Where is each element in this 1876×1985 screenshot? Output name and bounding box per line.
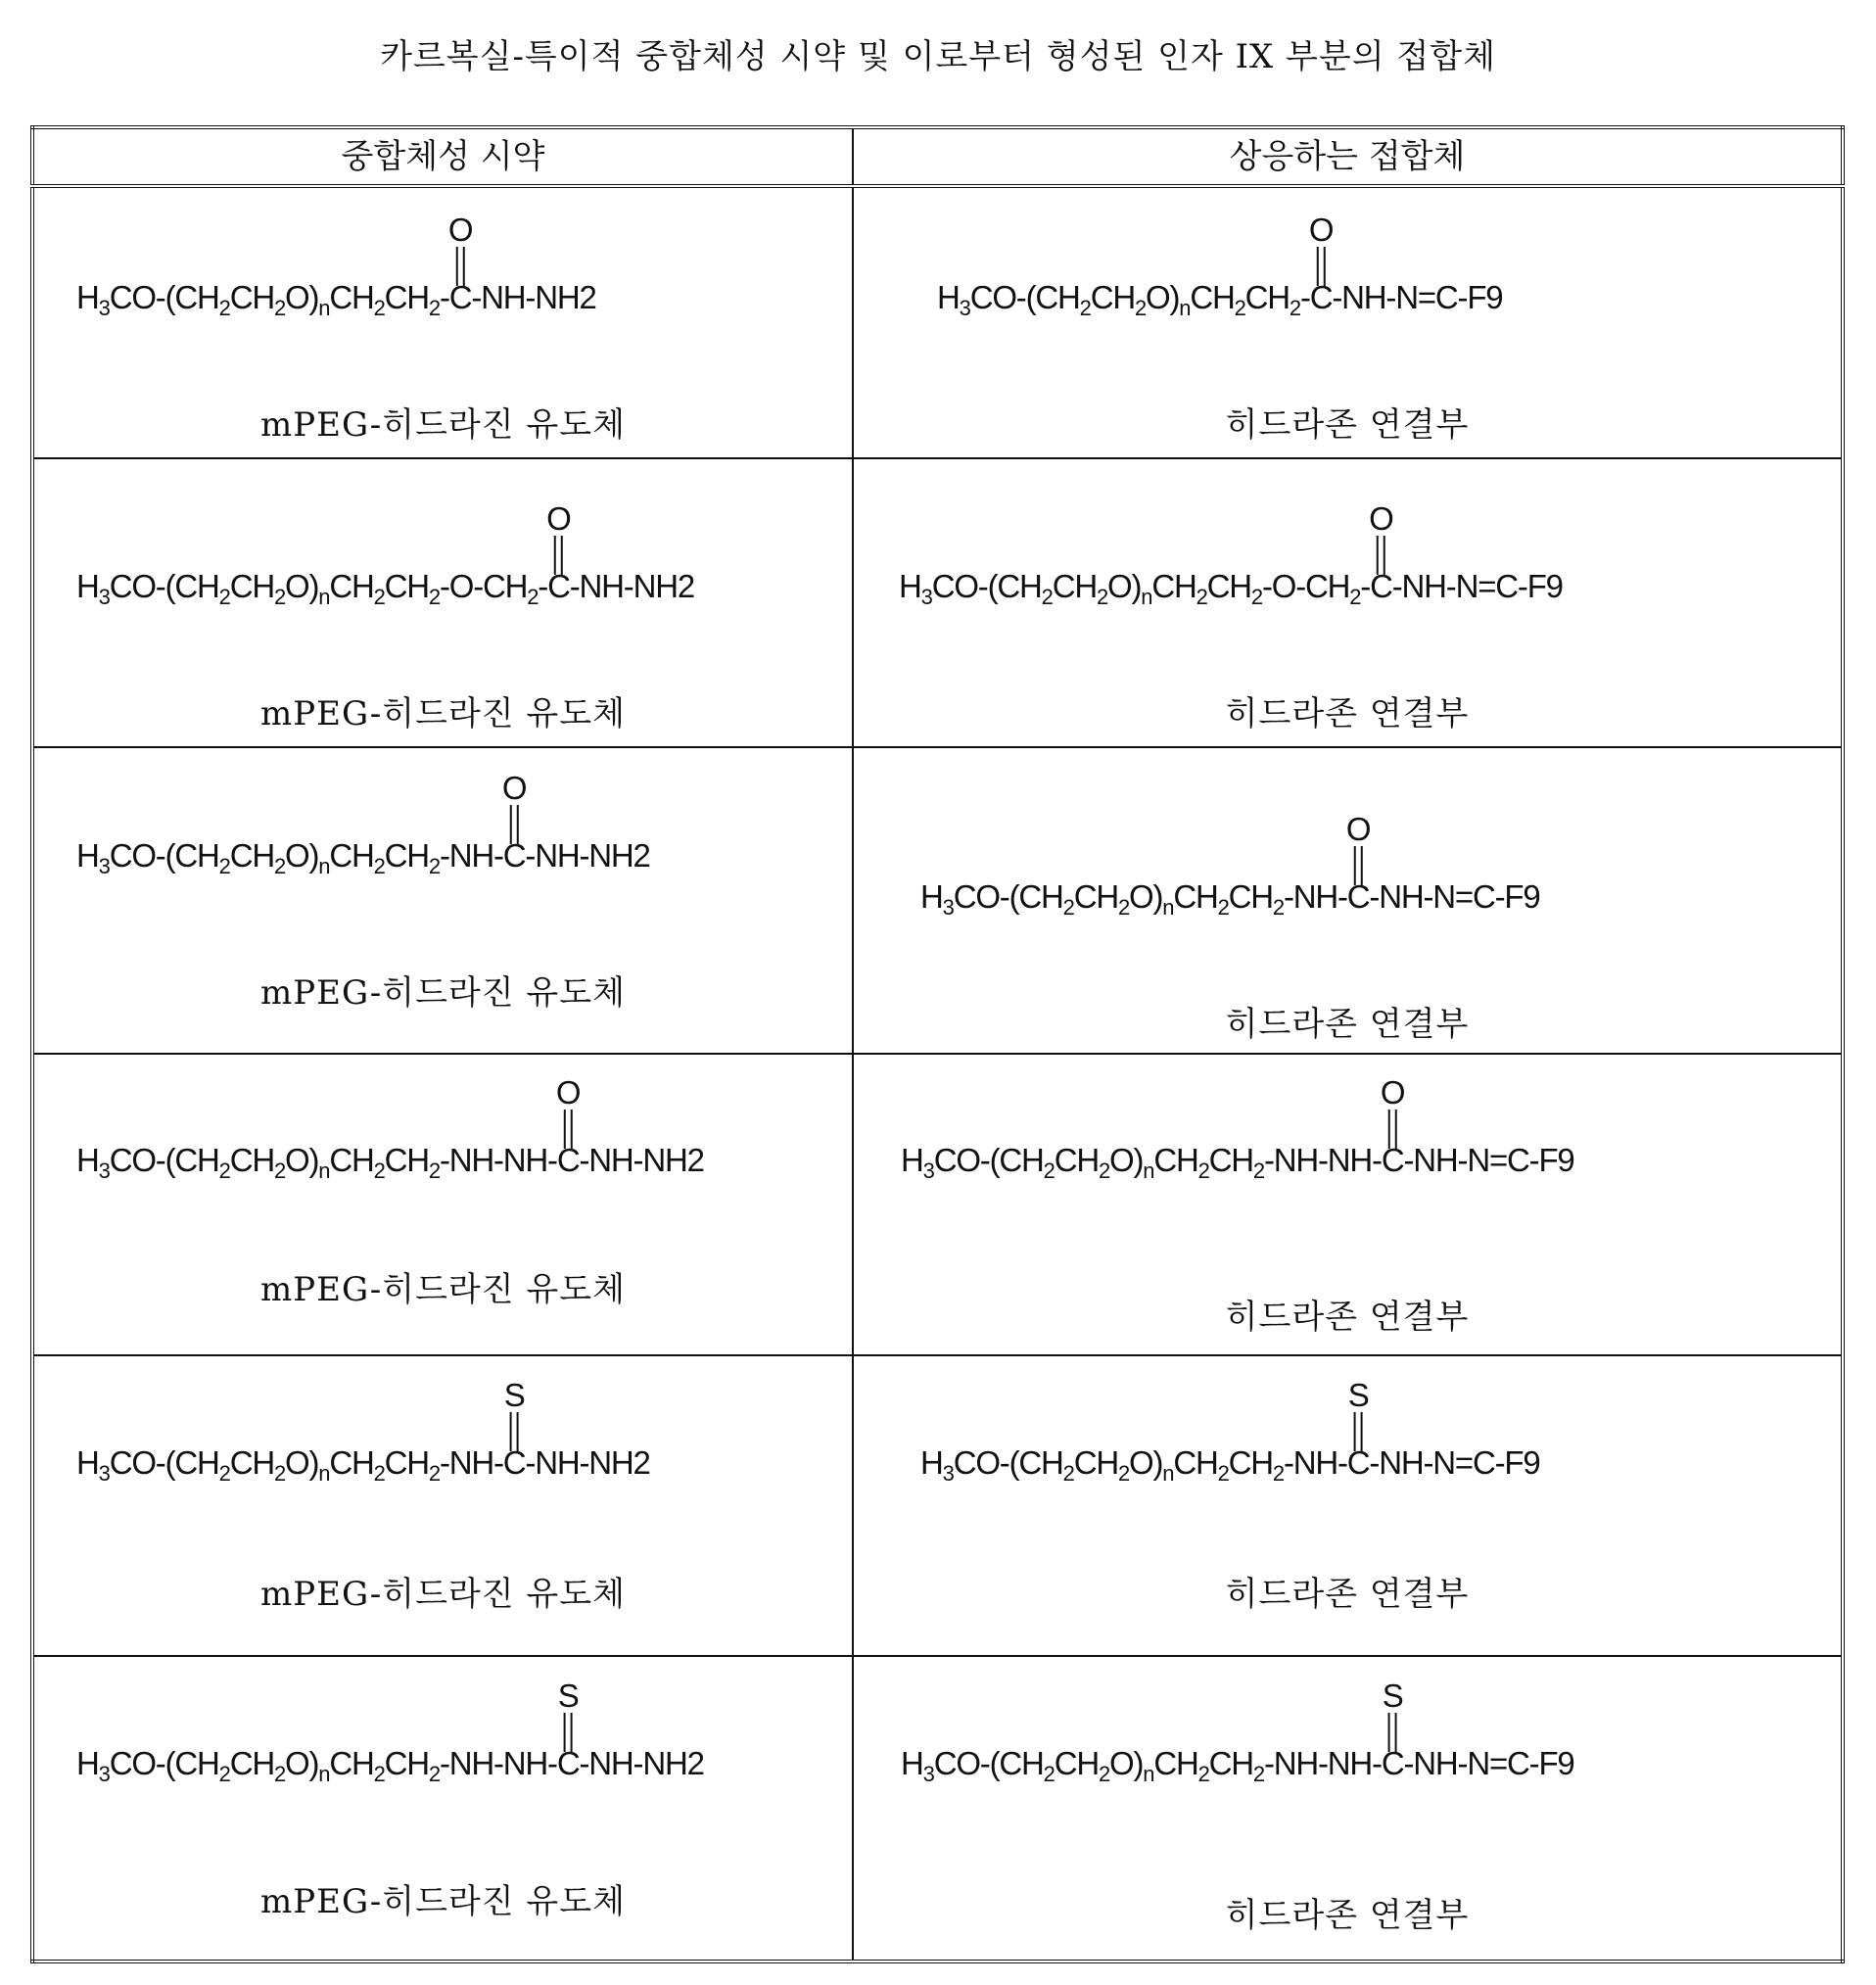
reagent-formula (76, 280, 596, 315)
double-bond-icon (456, 247, 465, 286)
formula-prefix: H3CO-(CH2CH2O)nCH2CH2-NH- (76, 1444, 503, 1481)
double-bond-icon (1317, 247, 1326, 286)
formula-prefix: H3CO-(CH2CH2O)nCH2CH2-NH-NH- (901, 1745, 1382, 1781)
formula-suffix: -NH-N=C-F9 (1403, 1142, 1573, 1178)
double-bond-group (1369, 502, 1392, 575)
reagent-label: mPEG-히드라진 유도체 (34, 696, 852, 732)
double-bond-group (1383, 1679, 1403, 1752)
conjugate-label: 히드라존 연결부 (854, 1898, 1841, 1933)
double-bond-group (504, 1379, 525, 1451)
double-bonded-atom: S (1348, 1379, 1369, 1412)
carbonyl-carbon (1310, 280, 1333, 315)
reagent-cell (32, 186, 853, 458)
double-bond-icon (564, 1110, 573, 1149)
double-bonded-atom: O (1369, 502, 1392, 536)
double-bonded-atom: O (448, 213, 472, 247)
conjugate-cell (853, 747, 1843, 1054)
formula-suffix: -NH-N=C-F9 (1403, 1745, 1573, 1781)
table-header-row (32, 127, 1843, 186)
conjugate-label: 히드라존 연결부 (854, 1300, 1841, 1335)
double-bond-icon (1354, 1412, 1363, 1451)
carbonyl-carbon (1382, 1746, 1404, 1781)
double-bond-group (1309, 213, 1333, 286)
carbon-atom: C (1370, 568, 1392, 604)
formula-prefix: H3CO-(CH2CH2O)nCH2CH2-NH- (920, 878, 1347, 915)
table-row (32, 1656, 1843, 1961)
reagent-cell (32, 1656, 853, 1961)
carbon-atom: C (449, 279, 472, 315)
carbonyl-carbon (1382, 1143, 1404, 1178)
conjugate-label: 히드라존 연결부 (854, 1007, 1841, 1042)
conjugate-formula (901, 1143, 1574, 1178)
double-bond-icon (554, 536, 563, 575)
conjugate-label: 히드라존 연결부 (854, 407, 1841, 443)
reagent-cell (32, 1054, 853, 1355)
formula-suffix: -NH-NH2 (471, 279, 595, 315)
formula-prefix: H3CO-(CH2CH2O)nCH2CH2-NH- (76, 837, 503, 874)
table-row (32, 1054, 1843, 1355)
reagent-formula (76, 1143, 704, 1178)
double-bond-icon (564, 1713, 573, 1752)
carbonyl-carbon (503, 838, 526, 874)
formula-suffix: -NH-NH2 (579, 1142, 703, 1178)
conjugate-label: 히드라존 연결부 (854, 1577, 1841, 1612)
double-bond-group (546, 502, 570, 575)
formula-prefix: H3CO-(CH2CH2O)nCH2CH2-NH-NH- (76, 1142, 557, 1178)
double-bonded-atom: O (502, 772, 526, 805)
double-bonded-atom: O (1346, 813, 1370, 846)
formula-suffix: -NH-N=C-F9 (1392, 568, 1563, 604)
conjugate-formula (920, 879, 1540, 915)
carbonyl-carbon (1347, 879, 1370, 915)
carbon-atom: C (1347, 878, 1370, 915)
conjugate-formula (901, 1746, 1574, 1781)
table-row (32, 186, 1843, 458)
carbon-atom: C (503, 837, 526, 874)
carbon-atom: C (557, 1142, 580, 1178)
conjugate-cell (853, 1656, 1843, 1961)
reagent-cell (32, 747, 853, 1054)
header-conjugate: 상응하는 접합체 (853, 127, 1843, 186)
double-bonded-atom: S (558, 1679, 579, 1713)
conjugate-formula (899, 569, 1563, 604)
conjugate-table (30, 125, 1845, 1963)
carbonyl-carbon (1370, 569, 1392, 604)
double-bond-group (1348, 1379, 1369, 1451)
reagent-formula (76, 569, 694, 604)
reagent-cell (32, 1355, 853, 1656)
formula-prefix: H3CO-(CH2CH2O)nCH2CH2-NH-NH- (76, 1745, 557, 1781)
carbon-atom: C (1310, 279, 1333, 315)
reagent-label: mPEG-히드라진 유도체 (34, 1884, 852, 1919)
double-bonded-atom: S (1383, 1679, 1403, 1713)
double-bond-icon (1388, 1713, 1397, 1752)
carbonyl-carbon (503, 1445, 526, 1481)
carbon-atom: C (1382, 1745, 1404, 1781)
formula-prefix: H3CO-(CH2CH2O)nCH2CH2- (76, 279, 449, 315)
double-bonded-atom: O (556, 1076, 580, 1110)
reagent-label: mPEG-히드라진 유도체 (34, 1577, 852, 1612)
double-bond-group (502, 772, 526, 844)
formula-suffix: -NH-N=C-F9 (1369, 878, 1539, 915)
conjugate-label: 히드라존 연결부 (854, 696, 1841, 732)
formula-prefix: H3CO-(CH2CH2O)nCH2CH2-O-CH2- (899, 568, 1370, 604)
conjugate-cell (853, 458, 1843, 747)
double-bonded-atom: S (504, 1379, 525, 1412)
double-bonded-atom: O (546, 502, 570, 536)
double-bond-icon (1354, 846, 1363, 885)
table-row (32, 458, 1843, 747)
double-bond-group (448, 213, 472, 286)
double-bonded-atom: O (1309, 213, 1333, 247)
carbonyl-carbon (557, 1746, 580, 1781)
reagent-label: mPEG-히드라진 유도체 (34, 1272, 852, 1307)
carbonyl-carbon (449, 280, 472, 315)
double-bond-group (1381, 1076, 1404, 1149)
reagent-cell (32, 458, 853, 747)
reagent-formula (76, 838, 650, 874)
conjugate-formula (937, 280, 1502, 315)
formula-suffix: -NH-NH2 (525, 837, 649, 874)
double-bond-icon (510, 805, 519, 844)
header-reagent: 중합체성 시약 (32, 127, 853, 186)
reagent-label: mPEG-히드라진 유도체 (34, 407, 852, 443)
conjugate-cell (853, 1355, 1843, 1656)
carbon-atom: C (503, 1444, 526, 1481)
formula-prefix: H3CO-(CH2CH2O)nCH2CH2-NH-NH- (901, 1142, 1382, 1178)
formula-suffix: -NH-N=C-F9 (1369, 1444, 1539, 1481)
conjugate-cell (853, 1054, 1843, 1355)
conjugate-formula (920, 1445, 1540, 1481)
formula-suffix: -NH-N=C-F9 (1332, 279, 1502, 315)
carbonyl-carbon (1347, 1445, 1370, 1481)
table-row (32, 1355, 1843, 1656)
formula-prefix: H3CO-(CH2CH2O)nCH2CH2-O-CH2- (76, 568, 547, 604)
double-bond-icon (510, 1412, 519, 1451)
double-bond-group (558, 1679, 579, 1752)
carbonyl-carbon (557, 1143, 580, 1178)
double-bonded-atom: O (1381, 1076, 1404, 1110)
double-bond-group (556, 1076, 580, 1149)
formula-suffix: -NH-NH2 (579, 1745, 703, 1781)
carbonyl-carbon (547, 569, 570, 604)
double-bond-icon (1388, 1110, 1397, 1149)
formula-suffix: -NH-NH2 (570, 568, 694, 604)
double-bond-icon (1377, 536, 1385, 575)
reagent-formula (76, 1746, 704, 1781)
carbon-atom: C (557, 1745, 580, 1781)
carbon-atom: C (1347, 1444, 1370, 1481)
table-row (32, 747, 1843, 1054)
reagent-formula (76, 1445, 650, 1481)
formula-prefix: H3CO-(CH2CH2O)nCH2CH2-NH- (920, 1444, 1347, 1481)
formula-prefix: H3CO-(CH2CH2O)nCH2CH2- (937, 279, 1310, 315)
double-bond-group (1346, 813, 1370, 885)
formula-suffix: -NH-NH2 (525, 1444, 649, 1481)
carbon-atom: C (1382, 1142, 1404, 1178)
reagent-label: mPEG-히드라진 유도체 (34, 975, 852, 1011)
page-title: 카르복실-특이적 중합체성 시약 및 이로부터 형성된 인자 IX 부분의 접합체 (0, 29, 1876, 77)
conjugate-cell (853, 186, 1843, 458)
carbon-atom: C (547, 568, 570, 604)
